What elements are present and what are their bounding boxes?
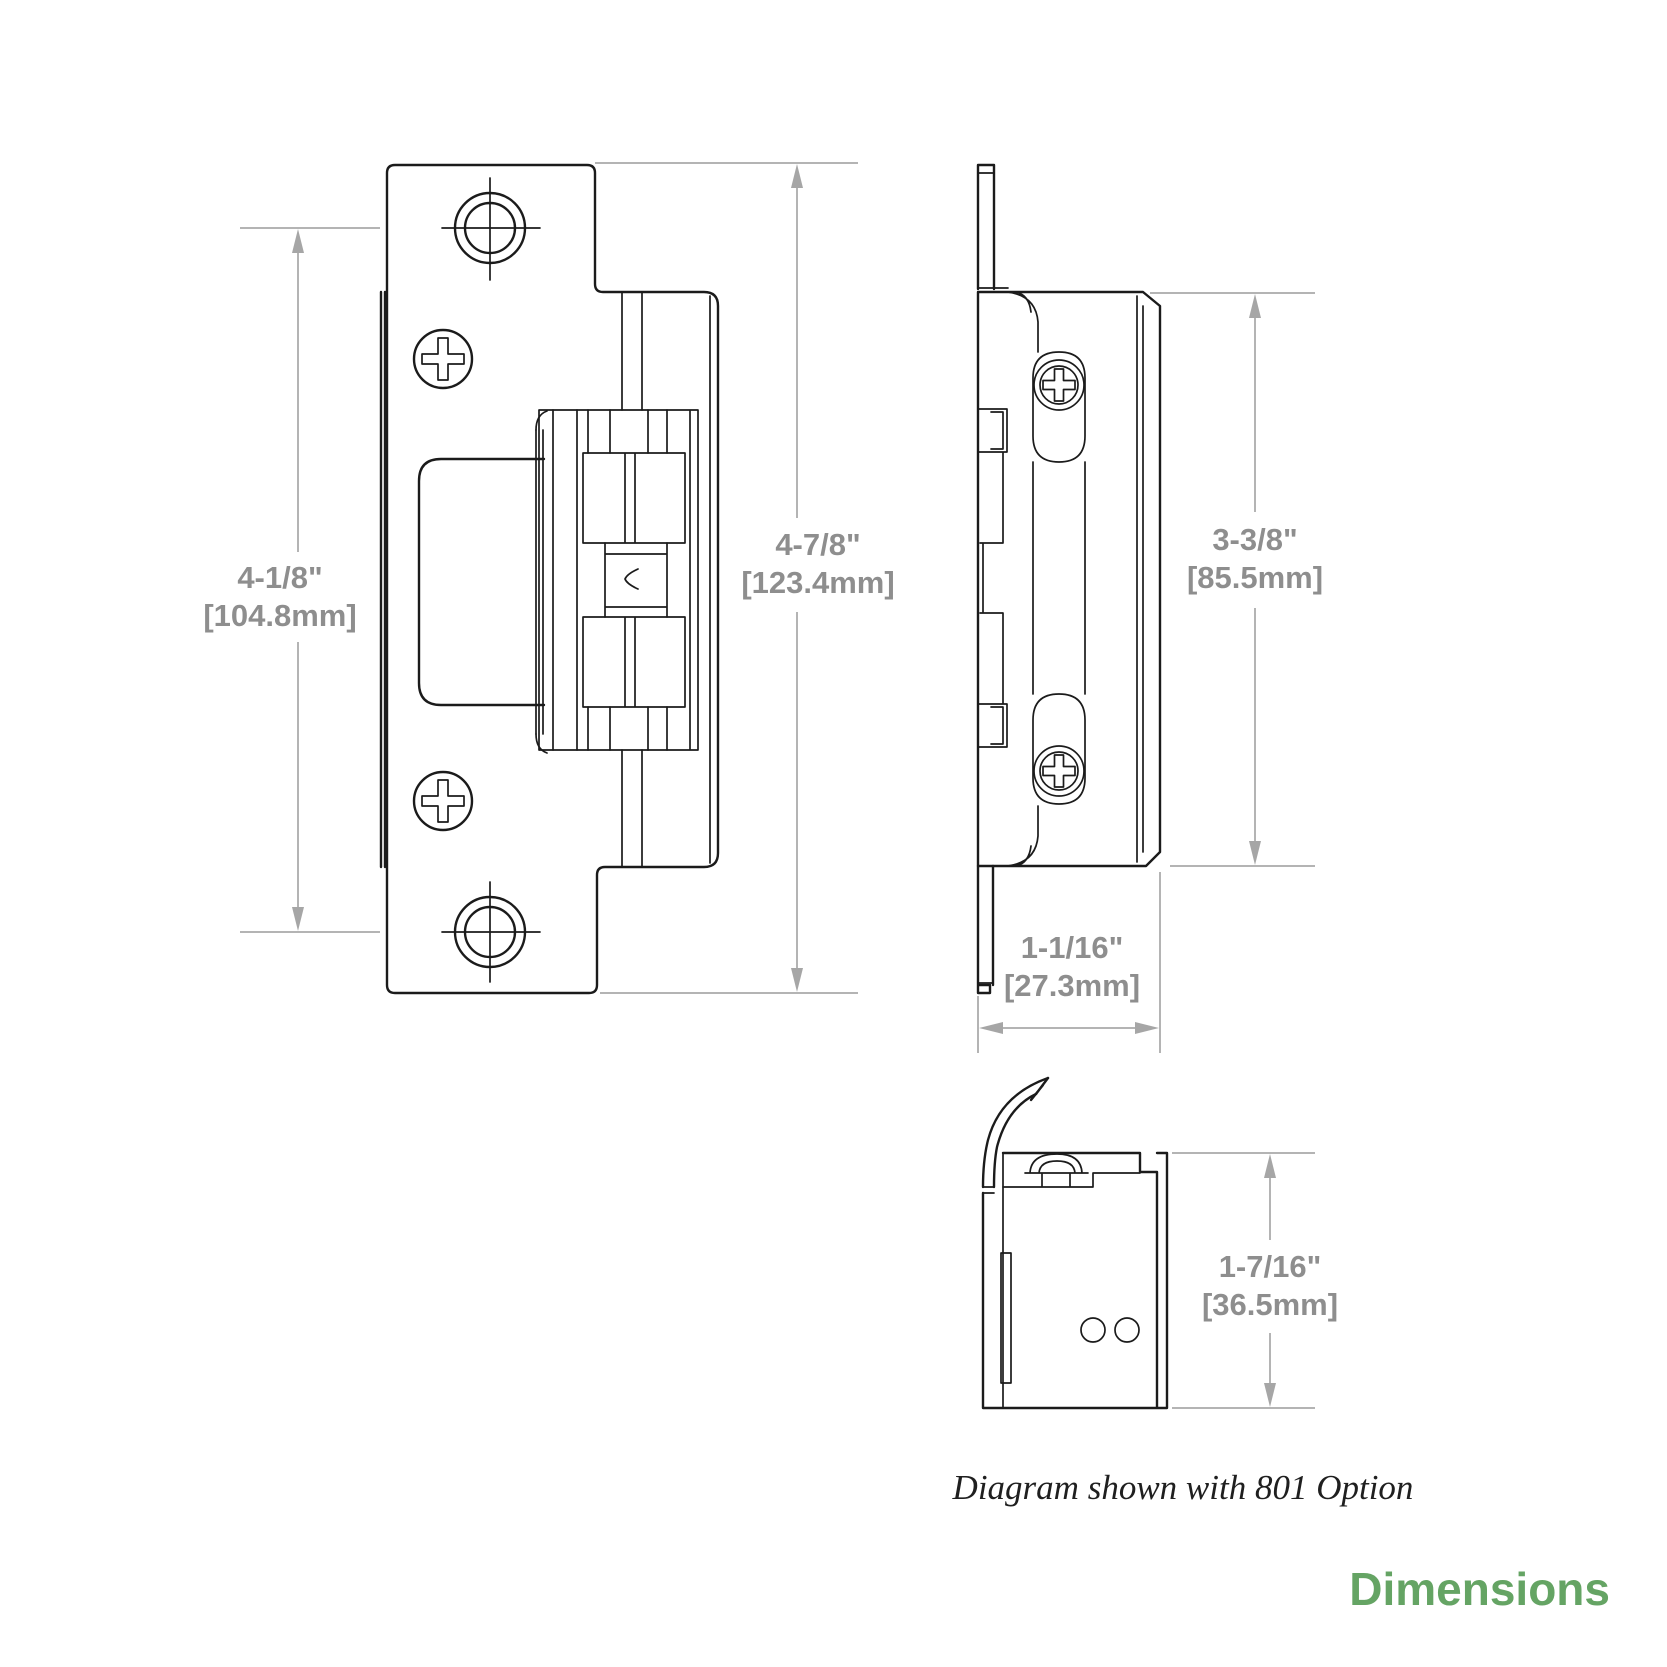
latch-middle-cell [605, 543, 667, 617]
dim-label-body-height [1135, 521, 1375, 597]
phillips-slot [422, 780, 464, 822]
dim-inches: 4-1/8" [237, 560, 323, 595]
center-channel [1033, 462, 1085, 694]
dim-inches: 4-7/8" [775, 527, 861, 562]
phillips-slot [422, 338, 464, 380]
diagram-caption: Diagram shown with 801 Option [952, 1468, 1414, 1507]
side-screw-upper [1034, 360, 1084, 410]
top-view [983, 1078, 1167, 1408]
keeper-hook [536, 411, 547, 753]
phillips-slot [1043, 755, 1075, 787]
latchbolt-upper [583, 453, 685, 543]
side-view [978, 165, 1160, 993]
housing-ribs-top [588, 410, 667, 453]
top-screw-head [1003, 1154, 1140, 1187]
dim-mm: [123.4mm] [741, 565, 895, 600]
dim-label-hole-spacing [160, 559, 400, 635]
latchbolt-lower [583, 617, 685, 707]
faceplate-edge-top [978, 165, 994, 289]
side-screw-lower-inner [1040, 752, 1078, 790]
wire-hole [1081, 1318, 1105, 1342]
side-screw-lower [1034, 746, 1084, 796]
dim-mm: [36.5mm] [1201, 1287, 1339, 1322]
side-latch-profile [978, 409, 1007, 747]
inner-corner [1008, 292, 1038, 352]
page-title: Dimensions [1349, 1563, 1610, 1615]
phillips-slot [1043, 369, 1075, 401]
dim-mm: [85.5mm] [1186, 560, 1324, 595]
cable-hook-outer [983, 1078, 1048, 1187]
dim-label-depth [952, 929, 1192, 1005]
dim-mm: [27.3mm] [1003, 968, 1141, 1003]
side-body-outline [978, 292, 1160, 866]
hook-end-ticks [983, 1187, 994, 1193]
inner-corner [1008, 806, 1038, 866]
front-view [381, 165, 718, 993]
dim-inches: 1-1/16" [1020, 930, 1124, 965]
dim-label-top-height [1150, 1248, 1390, 1324]
wire-hole [1115, 1318, 1139, 1342]
dim-mm: [104.8mm] [203, 598, 357, 633]
dim-label-overall-height [698, 526, 938, 602]
dim-inches: 1-7/16" [1218, 1249, 1322, 1284]
housing-rails [553, 410, 577, 750]
latch-notch [625, 569, 638, 589]
dimension-arrows [292, 164, 1276, 1407]
housing-ribs-bottom [588, 707, 667, 750]
dim-inches: 3-3/8" [1212, 522, 1298, 557]
side-screw-upper-inner [1040, 366, 1078, 404]
dimension-lines [240, 163, 1315, 1408]
keeper-lip [419, 459, 544, 705]
